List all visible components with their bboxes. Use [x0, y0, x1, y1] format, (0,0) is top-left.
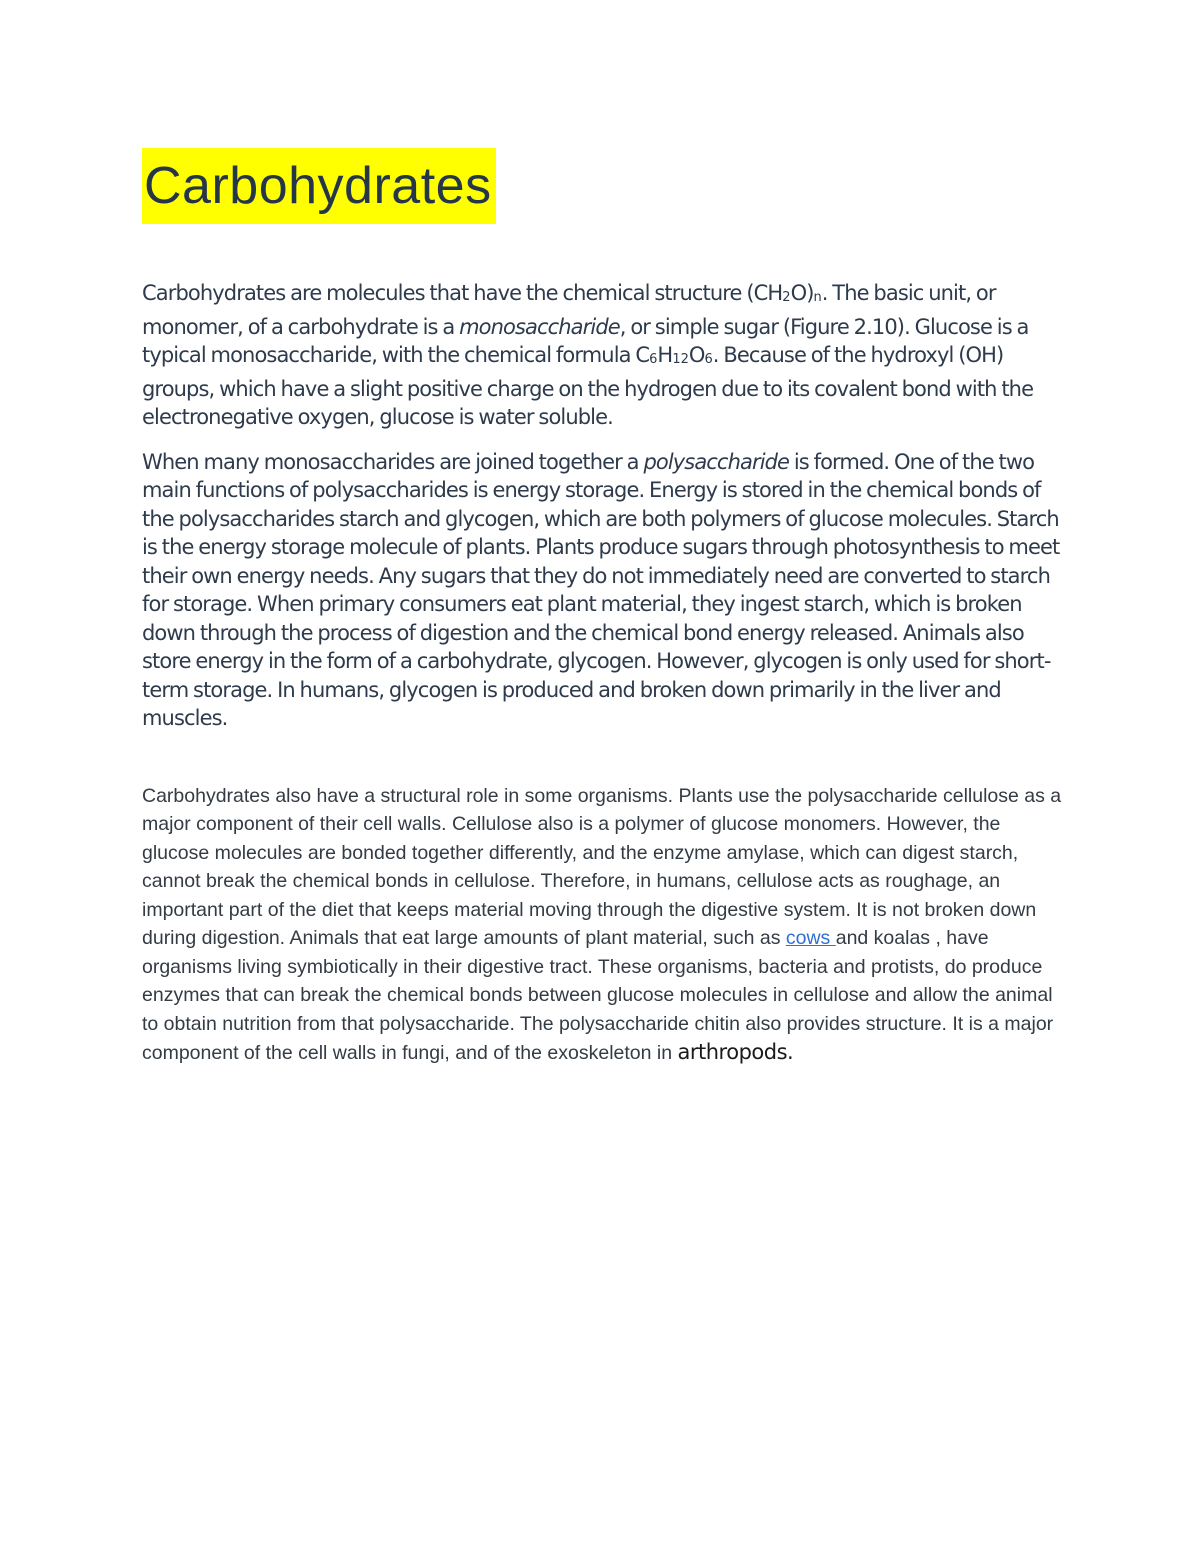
text-run: . The basic unit, or monomer, of a carbohydrate is a — [142, 281, 996, 339]
emphasis-monosaccharide: monosaccharide — [459, 314, 620, 339]
text-run: H — [657, 343, 673, 367]
subscript: 12 — [672, 352, 689, 367]
document-page — [142, 148, 1067, 1068]
text-run: O — [688, 343, 705, 367]
text-run: Carbohydrates also have a structural role in some organisms. Plants use the polysaccharide cellulose as a major component of their cell walls. Cellulose also is a polymer of glucose monomers. However, the glucose molecules are bonded together differently, and the enzyme amylase, which can digest starch, cannot break the chemical bonds in cellulose. Therefore, in humans, cellulose acts as roughage, an important part of the diet that keeps material moving through the digestive system. It is not broken down during digestion. Animals that eat large amounts of plant material, such as — [142, 784, 1062, 949]
cows-link[interactable]: cows — [785, 927, 836, 949]
arthropods-text: arthropods. — [677, 1040, 794, 1064]
text-run: When many monosaccharides are joined together a — [142, 449, 644, 474]
page-title: Carbohydrates — [142, 148, 496, 224]
subscript: 6 — [649, 352, 658, 367]
subscript: 2 — [782, 290, 791, 305]
subscript: 6 — [704, 352, 713, 367]
text-run: . Because of the hydroxyl (OH) groups, which have a slight positive charge on the hydrogen due to its covalent bond with the electronegative oxygen, glucose is water soluble. — [142, 343, 1034, 429]
text-run: and koalas , have organisms living symbiotically in their digestive tract. These organisms, bacteria and protists, do produce enzymes that can break the chemical bonds between glucose molecules in cellulose and allow the animal to obtain nutrition from that polysaccharide. The polysaccharide chitin also provides structure. It is a major component of the cell walls in fungi, and of the exoskeleton in — [142, 927, 1054, 1064]
subscript: n — [813, 290, 822, 305]
text-run: O) — [790, 281, 814, 305]
text-run: is formed. One of the two main functions of polysaccharides is energy storage. Energy is stored in the chemical bonds of the polysaccharides starch and glycogen, which are both polymers of glucose molecules. Starch is the energy storage molecule of plants. Plants produce sugars through photosynthesis to meet their own energy needs. Any sugars that they do not immediately need are converted to starch for storage. When primary consumers eat plant material, they ingest starch, which is broken down through the process of digestion and the chemical bond energy released. Animals also store energy in the form of a carbohydrate, glycogen. However, glycogen is only used for short-term storage. In humans, glycogen is produced and broken down primarily in the liver and muscles. — [142, 449, 1060, 730]
text-run: Carbohydrates are molecules that have the chemical structure (CH — [142, 281, 783, 305]
paragraph-polysaccharides — [142, 448, 1067, 733]
text-run: , or simple sugar (Figure 2.10). Glucose is a typical monosaccharide, with the chemical formula C — [142, 314, 1029, 367]
paragraph-carbohydrate-structure — [142, 279, 1067, 432]
emphasis-polysaccharide: polysaccharide — [643, 449, 790, 474]
paragraph-structural-role — [142, 782, 1067, 1068]
